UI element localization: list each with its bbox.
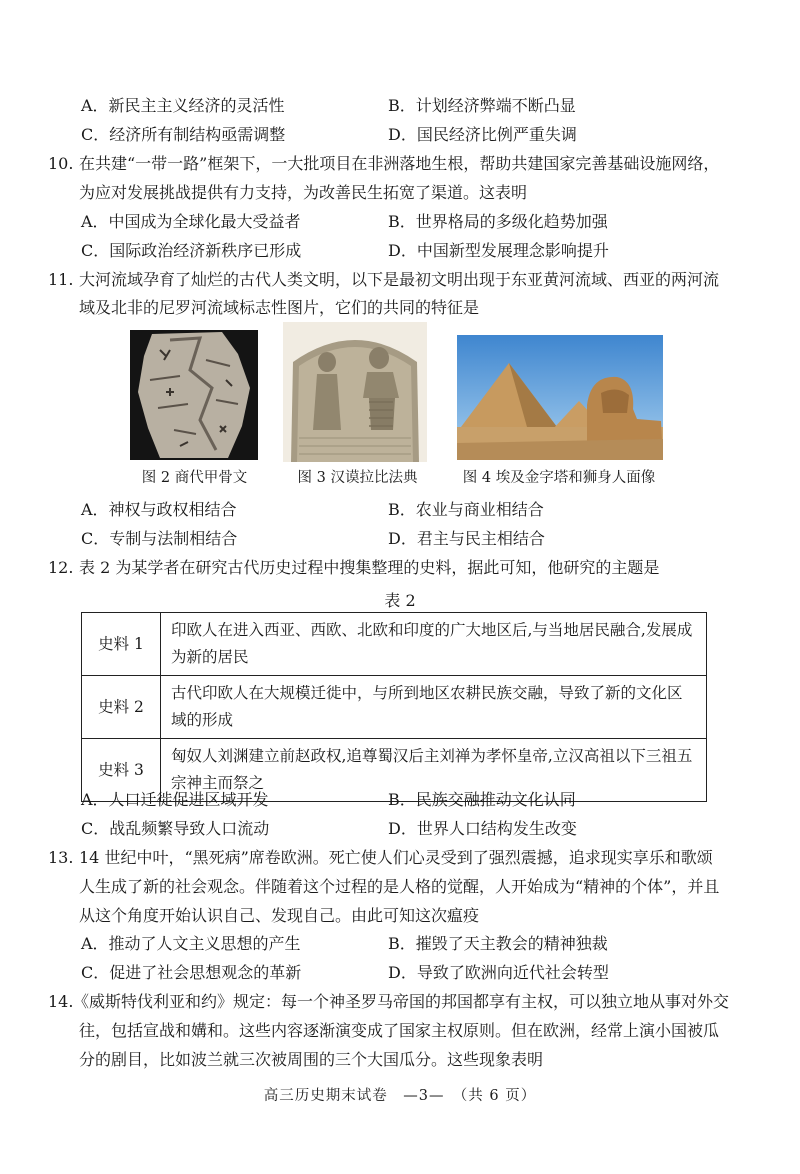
q10-option-d: D．中国新型发展理念影响提升 (388, 241, 609, 260)
q12-option-d: D．世界人口结构发生改变 (388, 819, 577, 838)
q13-option-d: D．导致了欧洲向近代社会转型 (388, 963, 609, 982)
question-stem: 分的剧目，比如波兰就三次被周围的三个大国瓜分。这些现象表明 (79, 1050, 544, 1069)
q9-option-c: C．经济所有制结构亟需调整 (81, 125, 286, 144)
q9-option-a: A．新民主主义经济的灵活性 (81, 96, 285, 115)
hammurabi-code-image (283, 322, 427, 462)
question-stem: 往，包括宣战和媾和。这些内容逐渐演变成了国家主权原则。但在欧洲，经常上演小国被瓜 (79, 1021, 720, 1040)
question-stem: 大河流域孕育了灿烂的古代人类文明，以下是最初文明出现于东亚黄河流域、西亚的两河流 (79, 270, 720, 289)
pyramid-sphinx-image (457, 335, 663, 460)
question-stem: 域及北非的尼罗河流域标志性图片，它们的共同的特征是 (79, 298, 480, 317)
q11-option-b: B．农业与商业相结合 (388, 500, 544, 519)
source-text: 匈奴人刘渊建立前赵政权,追尊蜀汉后主刘禅为孝怀皇帝,立汉高祖以下三祖五宗神主而祭之 (161, 739, 707, 802)
figure-2-caption: 图 2 商代甲骨文 (141, 470, 248, 486)
question-number: 10. (48, 154, 74, 173)
page-footer: 高三历史期末试卷 —3— （共 6 页） (263, 1088, 537, 1104)
q11-option-d: D．君主与民主相结合 (388, 529, 545, 548)
question-number: 12. (48, 558, 74, 577)
source-label: 史料 1 (82, 613, 161, 676)
source-text: 印欧人在进入西亚、西欧、北欧和印度的广大地区后,与当地居民融合,发展成为新的居民 (161, 613, 707, 676)
q13-option-a: A．推动了人文主义思想的产生 (81, 934, 301, 953)
table-row (82, 676, 707, 739)
q12-option-a: A．人口迁徙促进区域开发 (81, 790, 269, 809)
question-stem: 《威斯特伐利亚和约》规定：每一个神圣罗马帝国的邦国都享有主权，可以独立地从事对外交 (73, 992, 730, 1011)
q11-option-a: A．神权与政权相结合 (81, 500, 237, 519)
oracle-bone-image (130, 330, 258, 460)
question-stem: 14 世纪中叶，“黑死病”席卷欧洲。死亡使人们心灵受到了强烈震撼，追求现实享乐和歌颂 (79, 848, 713, 867)
q13-option-c: C．促进了社会思想观念的革新 (81, 963, 302, 982)
q9-option-d: D．国民经济比例严重失调 (388, 125, 577, 144)
question-number: 13. (48, 848, 74, 867)
question-stem: 在共建“一带一路”框架下，一大批项目在非洲落地生根，帮助共建国家完善基础设施网络， (79, 154, 720, 173)
source-label: 史料 3 (82, 739, 161, 802)
question-stem: 为应对发展挑战提供有力支持，为改善民生拓宽了渠道。这表明 (79, 183, 528, 202)
question-stem: 表 2 为某学者在研究古代历史过程中搜集整理的史料，据此可知，他研究的主题是 (79, 558, 660, 577)
q12-option-b: B．民族交融推动文化认同 (388, 790, 576, 809)
source-table (81, 612, 707, 802)
q10-option-a: A．中国成为全球化最大受益者 (81, 212, 301, 231)
question-number: 14. (48, 992, 74, 1011)
q11-option-c: C．专制与法制相结合 (81, 529, 238, 548)
question-stem: 从这个角度开始认识自己、发现自己。由此可知这次瘟疫 (79, 906, 480, 925)
table-title: 表 2 (384, 591, 416, 610)
q10-option-b: B．世界格局的多级化趋势加强 (388, 212, 608, 231)
figure-3-caption: 图 3 汉谟拉比法典 (297, 470, 418, 486)
question-stem: 人生成了新的社会观念。伴随着这个过程的是人格的觉醒，人开始成为“精神的个体”，并且 (79, 877, 720, 896)
table-row (82, 613, 707, 676)
q13-option-b: B．摧毁了天主教会的精神独裁 (388, 934, 608, 953)
figure-4-caption: 图 4 埃及金字塔和狮身人面像 (462, 470, 656, 486)
question-number: 11. (48, 270, 74, 289)
q12-option-c: C．战乱频繁导致人口流动 (81, 819, 270, 838)
source-label: 史料 2 (82, 676, 161, 739)
q9-option-b: B．计划经济弊端不断凸显 (388, 96, 576, 115)
q10-option-c: C．国际政治经济新秩序已形成 (81, 241, 302, 260)
source-text: 古代印欧人在大规模迁徙中，与所到地区农耕民族交融，导致了新的文化区域的形成 (161, 676, 707, 739)
